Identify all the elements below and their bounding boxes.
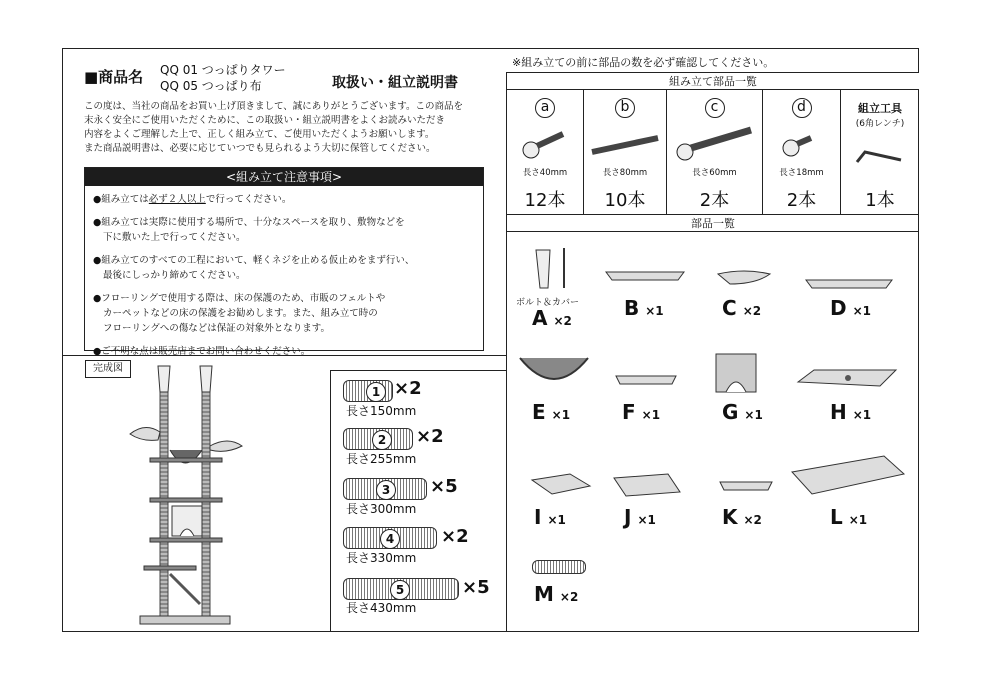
hardware-length: 長さ18mm xyxy=(779,168,824,178)
caution-text: 下に敷いた上で行ってください。 xyxy=(103,232,246,243)
caution-item xyxy=(93,215,483,245)
hardware-cell-d xyxy=(763,90,840,214)
caution-text: 最後にしっかり締めてください。 xyxy=(103,270,246,281)
part-e-hammock xyxy=(516,352,592,392)
part-letter: G xyxy=(722,400,739,424)
part-letter: K xyxy=(722,505,738,529)
hardware-letter: c xyxy=(705,98,725,118)
divider xyxy=(330,370,331,632)
caution-text: ●組み立ては実際に使用する場所で、十分なスペースを取り、敷物などを xyxy=(93,217,405,228)
pole-length: 長さ255mm xyxy=(346,452,417,466)
pole-number: 4 xyxy=(380,529,400,549)
part-label-j xyxy=(624,505,656,529)
caution-item xyxy=(93,192,483,207)
pole-number: 1 xyxy=(366,382,386,402)
part-letter: B xyxy=(624,296,640,320)
caution-item xyxy=(93,253,483,283)
part-j-board xyxy=(612,472,682,498)
product-names xyxy=(160,62,286,94)
pole-5 xyxy=(343,578,459,600)
part-letter: H xyxy=(830,400,847,424)
hardware-length: 長さ40mm xyxy=(522,168,568,178)
bolt-cover-icon xyxy=(530,244,574,294)
caution-text: ●フローリングで使用する際は、床の保護のため、市販のフェルトや xyxy=(93,293,386,304)
hardware-qty: 2本 xyxy=(699,190,730,211)
pole-qty: ×5 xyxy=(430,476,458,497)
pole-length: 長さ430mm xyxy=(346,601,417,615)
tool-title: 組立工具 xyxy=(858,102,902,115)
hardware-length: 長さ60mm xyxy=(692,168,737,178)
part-letter: F xyxy=(622,400,636,424)
hardware-letter: b xyxy=(615,98,635,118)
bolt-c-icon xyxy=(673,126,757,162)
part-h-board xyxy=(796,366,898,390)
part-label-g xyxy=(722,400,763,424)
pole-3 xyxy=(343,478,427,500)
caution-list xyxy=(85,186,483,359)
part-letter: A xyxy=(532,306,548,330)
tool-qty: 1本 xyxy=(865,190,895,211)
complete-figure-label: 完成図 xyxy=(85,360,131,378)
part-qty: ×1 xyxy=(641,408,661,422)
part-qty: ×2 xyxy=(743,513,762,527)
bolt-d-icon xyxy=(781,130,821,160)
hardware-qty: 10本 xyxy=(604,190,646,211)
pole-length: 長さ150mm xyxy=(346,404,417,418)
caution-emphasis: 必ず２人以上 xyxy=(148,194,206,205)
caution-title: <組み立て注意事項> xyxy=(85,168,483,186)
intro-text xyxy=(84,100,494,156)
hardware-letter: a xyxy=(535,98,555,118)
part-qty: ×1 xyxy=(852,408,872,422)
pole-length: 長さ330mm xyxy=(346,551,417,565)
part-m-pole xyxy=(532,560,586,574)
part-d-board xyxy=(804,276,894,290)
hardware-length: 長さ80mm xyxy=(602,168,648,178)
part-label-b xyxy=(624,296,664,320)
part-letter: D xyxy=(830,296,847,320)
divider xyxy=(330,370,507,371)
bolt-cover-caption: ボルト＆カバー xyxy=(516,298,580,308)
part-qty: ×2 xyxy=(553,314,572,328)
caution-item xyxy=(93,291,483,336)
part-letter: L xyxy=(830,505,843,529)
product-line: QQ 01 つっぱりタワー xyxy=(160,63,286,77)
part-c-tray xyxy=(716,270,772,286)
part-qty: ×1 xyxy=(547,513,566,527)
part-k-bar xyxy=(718,478,774,492)
pole-4 xyxy=(343,527,437,549)
part-letter: E xyxy=(532,400,546,424)
caution-item xyxy=(93,344,483,359)
part-qty: ×2 xyxy=(742,304,762,318)
part-letter: M xyxy=(534,582,554,606)
part-label-l xyxy=(830,505,867,529)
part-label-c xyxy=(722,296,761,320)
part-label-f xyxy=(622,400,660,424)
part-letter: C xyxy=(722,296,737,320)
part-label-h xyxy=(830,400,871,424)
part-qty: ×1 xyxy=(848,513,868,527)
bolt-b-icon xyxy=(588,130,662,160)
caution-text: ●組み立ては xyxy=(93,194,149,205)
part-label-d xyxy=(830,296,871,320)
hardware-qty: 2本 xyxy=(786,190,817,211)
hardware-cell-a xyxy=(507,90,583,214)
part-qty: ×1 xyxy=(637,513,656,527)
part-qty: ×2 xyxy=(559,590,579,604)
pole-1 xyxy=(343,380,393,402)
caution-text: ●ご不明な点は販売店までお問い合わせください。 xyxy=(93,346,311,357)
hardware-letter: d xyxy=(792,98,812,118)
pole-2 xyxy=(343,428,413,450)
part-label-e xyxy=(532,400,570,424)
tool-subtitle: (6角レンチ) xyxy=(855,119,905,129)
part-letter: J xyxy=(624,505,632,529)
pole-qty: ×2 xyxy=(441,526,469,547)
part-label-i xyxy=(534,505,566,529)
product-line: QQ 05 つっぱり布 xyxy=(160,79,262,93)
pole-number: 2 xyxy=(372,430,392,450)
intro-line: 末永く安全にご使用いただくために、この取扱い・組立説明書をよくお読みいただき xyxy=(84,115,446,126)
part-letter: I xyxy=(534,505,542,529)
part-l-board xyxy=(790,454,906,498)
pole-qty: ×5 xyxy=(462,577,490,598)
part-label-m xyxy=(534,582,578,606)
caution-box xyxy=(84,167,484,357)
part-qty: ×1 xyxy=(852,304,872,318)
part-label-k xyxy=(722,505,762,529)
pole-number: 5 xyxy=(390,580,410,600)
completed-tower-illustration xyxy=(120,358,250,630)
part-qty: ×1 xyxy=(551,408,571,422)
part-g-house xyxy=(714,352,758,394)
product-name-label: ■商品名 xyxy=(84,68,144,86)
part-b-board xyxy=(604,268,686,282)
caution-text: カーペットなどの床の保護をお勧めします。また、組み立て時の xyxy=(103,308,378,319)
pole-number: 3 xyxy=(376,480,396,500)
bolt-a-icon xyxy=(521,130,571,160)
part-f-board xyxy=(614,372,678,386)
hardware-qty: 12本 xyxy=(524,190,566,211)
caution-text: で行ってください。 xyxy=(205,194,292,205)
caution-text: フローリングへの傷などは保証の対象外となります。 xyxy=(103,323,331,334)
hardware-cell-tool xyxy=(841,90,919,214)
part-i-board xyxy=(530,470,592,496)
part-label-a xyxy=(532,306,572,330)
hardware-cell-b xyxy=(584,90,666,214)
intro-line: また商品説明書は、必要に応じていつでも見られるよう大切に保管してください。 xyxy=(84,143,436,154)
hex-wrench-icon xyxy=(853,142,907,166)
intro-line: この度は、当社の商品をお買い上げ頂きまして、誠にありがとうございます。この商品を xyxy=(84,101,464,112)
part-qty: ×1 xyxy=(645,304,664,318)
hardware-table-title: 組み立て部品一覧 xyxy=(507,72,919,90)
pole-length: 長さ300mm xyxy=(346,502,417,516)
parts-check-note: ※組み立ての前に部品の数を必ず確認してください。 xyxy=(512,56,775,69)
parts-list-title: 部品一覧 xyxy=(507,214,919,232)
pole-qty: ×2 xyxy=(416,426,444,447)
caution-text: ●組み立てのすべての工程において、軽くネジを止める仮止めをまず行い、 xyxy=(93,255,415,266)
hardware-cell-c xyxy=(667,90,762,214)
document-title: 取扱い・組立説明書 xyxy=(332,75,458,91)
pole-qty: ×2 xyxy=(394,378,422,399)
part-qty: ×1 xyxy=(744,408,763,422)
intro-line: 内容をよくご理解した上で、正しく組み立て、ご使用いただくようお願いします。 xyxy=(84,129,435,140)
